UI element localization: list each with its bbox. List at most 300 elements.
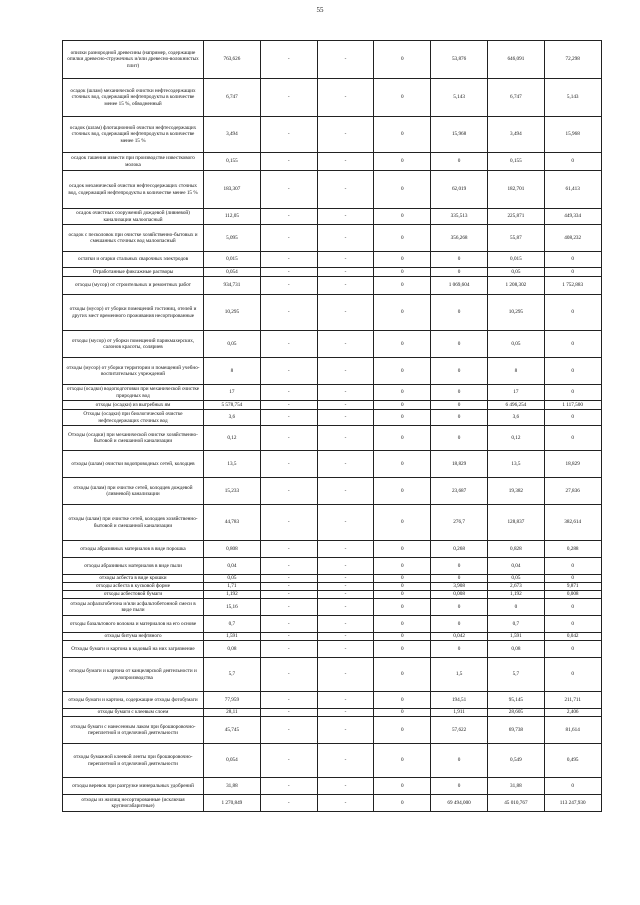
value-cell-col-3: -: [317, 709, 374, 717]
value-cell-col-4: 0: [374, 709, 431, 717]
value-cell-col-1: 13,5: [204, 451, 261, 478]
value-cell-col-4: 0: [374, 41, 431, 79]
value-cell-col-6: 1,192: [487, 591, 544, 599]
value-cell-col-1: 5,7: [204, 658, 261, 692]
value-cell-col-5: 0: [431, 616, 488, 633]
value-cell-col-3: -: [317, 795, 374, 812]
page-number: 55: [316, 6, 324, 14]
value-cell-col-6: 28,605: [487, 709, 544, 717]
table-row: [63, 331, 602, 358]
table-row: [63, 717, 602, 744]
table-row: [63, 558, 602, 575]
value-cell-col-5: 0: [431, 268, 488, 277]
table-row: [63, 744, 602, 778]
value-cell-col-4: 0: [374, 117, 431, 153]
value-cell-col-2: -: [260, 744, 317, 778]
value-cell-col-1: 3,494: [204, 117, 261, 153]
table-row: [63, 209, 602, 225]
value-cell-col-7: 408,232: [544, 225, 601, 252]
value-cell-col-7: 0: [544, 331, 601, 358]
value-cell-col-6: 0,05: [487, 268, 544, 277]
waste-name-cell: отходы (мусор) от уборки помещений гостиниц, отелей и других мест временного проживания несортированные: [63, 295, 204, 331]
value-cell-col-6: 1 208,302: [487, 277, 544, 295]
value-cell-col-5: 0: [431, 641, 488, 658]
table-row: [63, 599, 602, 616]
value-cell-col-5: 69 494,000: [431, 795, 488, 812]
value-cell-col-6: 0,05: [487, 575, 544, 583]
value-cell-col-6: 0,549: [487, 744, 544, 778]
value-cell-col-5: 1,911: [431, 709, 488, 717]
value-cell-col-3: -: [317, 541, 374, 558]
value-cell-col-7: 1 117,500: [544, 401, 601, 410]
value-cell-col-6: 10,295: [487, 295, 544, 331]
value-cell-col-7: 211,711: [544, 692, 601, 709]
value-cell-col-1: 0,08: [204, 641, 261, 658]
value-cell-col-1: 1,71: [204, 583, 261, 591]
value-cell-col-1: 0,054: [204, 744, 261, 778]
value-cell-col-3: -: [317, 295, 374, 331]
value-cell-col-4: 0: [374, 478, 431, 505]
value-cell-col-2: -: [260, 117, 317, 153]
table-row: [63, 385, 602, 401]
value-cell-col-2: -: [260, 79, 317, 117]
value-cell-col-7: 0: [544, 252, 601, 268]
value-cell-col-1: 10,295: [204, 295, 261, 331]
value-cell-col-6: 3,6: [487, 410, 544, 426]
value-cell-col-7: 0,288: [544, 541, 601, 558]
value-cell-col-6: 0,05: [487, 331, 544, 358]
value-cell-col-1: 112,05: [204, 209, 261, 225]
value-cell-col-5: 335,513: [431, 209, 488, 225]
value-cell-col-5: 194,51: [431, 692, 488, 709]
value-cell-col-3: -: [317, 410, 374, 426]
value-cell-col-1: 1 270,849: [204, 795, 261, 812]
value-cell-col-7: 0: [544, 558, 601, 575]
value-cell-col-3: -: [317, 41, 374, 79]
value-cell-col-5: 0: [431, 401, 488, 410]
value-cell-col-7: 0: [544, 153, 601, 171]
value-cell-col-1: 44,783: [204, 505, 261, 541]
table-row: [63, 295, 602, 331]
table-row: [63, 591, 602, 599]
waste-name-cell: отходы веревок при разгрузке минеральных удобрений: [63, 778, 204, 795]
value-cell-col-7: 0,495: [544, 744, 601, 778]
value-cell-col-2: -: [260, 633, 317, 641]
value-cell-col-2: -: [260, 277, 317, 295]
value-cell-col-3: -: [317, 385, 374, 401]
waste-name-cell: отходы абразивных материалов в виде пыли: [63, 558, 204, 575]
value-cell-col-3: -: [317, 478, 374, 505]
value-cell-col-4: 0: [374, 591, 431, 599]
value-cell-col-3: -: [317, 505, 374, 541]
table-row: [63, 692, 602, 709]
waste-name-cell: отходы (шлам) при очистке сетей, колодцев дождевой (ливневой) канализации: [63, 478, 204, 505]
value-cell-col-4: 0: [374, 641, 431, 658]
value-cell-col-6: 225,871: [487, 209, 544, 225]
value-cell-col-5: 0: [431, 426, 488, 451]
table-row: [63, 709, 602, 717]
value-cell-col-2: -: [260, 795, 317, 812]
value-cell-col-5: 23,687: [431, 478, 488, 505]
waste-name-cell: осадок (шлам) флотационной очистки нефтесодержащих сточных вод, содержащий нефтепродукты в количестве менее 15 %: [63, 117, 204, 153]
value-cell-col-4: 0: [374, 385, 431, 401]
waste-name-cell: осадок (шлам) механической очистки нефтесодержащих сточных вод, содержащий нефтепродукты в количестве менее 15 %, обводненный: [63, 79, 204, 117]
waste-name-cell: отходы бумаги и картона, содержащие отходы фотобумаги: [63, 692, 204, 709]
value-cell-col-5: 0,008: [431, 591, 488, 599]
value-cell-col-5: 5,143: [431, 79, 488, 117]
value-cell-col-6: 95,145: [487, 692, 544, 709]
value-cell-col-7: 0: [544, 410, 601, 426]
value-cell-col-5: 0: [431, 410, 488, 426]
value-cell-col-5: 0: [431, 575, 488, 583]
value-cell-col-2: -: [260, 709, 317, 717]
value-cell-col-7: 81,614: [544, 717, 601, 744]
waste-name-cell: осадок гашения извести при производстве известкового молока: [63, 153, 204, 171]
value-cell-col-5: 18,829: [431, 451, 488, 478]
waste-name-cell: отходы (осадки) из выгребных ям: [63, 401, 204, 410]
value-cell-col-3: -: [317, 268, 374, 277]
value-cell-col-1: 0,05: [204, 331, 261, 358]
table-row: [63, 575, 602, 583]
waste-name-cell: Отходы бумаги и картона в кодовый на них загрязнение: [63, 641, 204, 658]
value-cell-col-2: -: [260, 591, 317, 599]
value-cell-col-2: -: [260, 385, 317, 401]
value-cell-col-4: 0: [374, 541, 431, 558]
value-cell-col-7: 0: [544, 268, 601, 277]
table-row: [63, 277, 602, 295]
value-cell-col-7: 0: [544, 778, 601, 795]
value-cell-col-6: 182,701: [487, 171, 544, 209]
value-cell-col-4: 0: [374, 717, 431, 744]
table-row: [63, 358, 602, 385]
value-cell-col-2: -: [260, 558, 317, 575]
value-cell-col-2: -: [260, 331, 317, 358]
value-cell-col-1: 3,6: [204, 410, 261, 426]
waste-name-cell: отходы (шлам) при очистке сетей, колодцев хозяйственно-бытовой и смешанной канализации: [63, 505, 204, 541]
table-row: [63, 426, 602, 451]
value-cell-col-4: 0: [374, 575, 431, 583]
value-cell-col-4: 0: [374, 225, 431, 252]
value-cell-col-7: 449,334: [544, 209, 601, 225]
value-cell-col-7: 5,143: [544, 79, 601, 117]
value-cell-col-2: -: [260, 268, 317, 277]
value-cell-col-2: -: [260, 252, 317, 268]
value-cell-col-7: 72,298: [544, 41, 601, 79]
value-cell-col-3: -: [317, 117, 374, 153]
value-cell-col-2: -: [260, 478, 317, 505]
waste-name-cell: Отработанные фиксажные растворы: [63, 268, 204, 277]
value-cell-col-7: 113 247,930: [544, 795, 601, 812]
value-cell-col-3: -: [317, 717, 374, 744]
waste-name-cell: отходы асбеста в кусковой форме: [63, 583, 204, 591]
value-cell-col-1: 0,015: [204, 252, 261, 268]
value-cell-col-4: 0: [374, 426, 431, 451]
waste-name-cell: отходы базальтового волокна и материалов на его основе: [63, 616, 204, 633]
value-cell-col-4: 0: [374, 268, 431, 277]
value-cell-col-5: 356,268: [431, 225, 488, 252]
value-cell-col-7: 1 752,883: [544, 277, 601, 295]
table-row: [63, 225, 602, 252]
value-cell-col-3: -: [317, 358, 374, 385]
value-cell-col-1: 934,731: [204, 277, 261, 295]
value-cell-col-4: 0: [374, 358, 431, 385]
waste-name-cell: отходы асбестовой бумаги: [63, 591, 204, 599]
value-cell-col-2: -: [260, 401, 317, 410]
value-cell-col-4: 0: [374, 153, 431, 171]
value-cell-col-1: 0,04: [204, 558, 261, 575]
table-row: [63, 795, 602, 812]
value-cell-col-2: -: [260, 658, 317, 692]
value-cell-col-2: -: [260, 41, 317, 79]
value-cell-col-6: 0,12: [487, 426, 544, 451]
value-cell-col-5: 276,7: [431, 505, 488, 541]
value-cell-col-3: -: [317, 778, 374, 795]
value-cell-col-7: 0,042: [544, 633, 601, 641]
value-cell-col-2: -: [260, 599, 317, 616]
value-cell-col-4: 0: [374, 692, 431, 709]
waste-name-cell: Отходы (осадки) при биологической очистке нефтесодержащих сточных вод: [63, 410, 204, 426]
value-cell-col-7: 0: [544, 599, 601, 616]
value-cell-col-7: 15,968: [544, 117, 601, 153]
waste-table-body: [63, 41, 602, 812]
table-row: [63, 641, 602, 658]
value-cell-col-6: 55,87: [487, 225, 544, 252]
table-row: [63, 79, 602, 117]
value-cell-col-6: 1,591: [487, 633, 544, 641]
table-row: [63, 268, 602, 277]
value-cell-col-5: 0,268: [431, 541, 488, 558]
value-cell-col-1: 183,307: [204, 171, 261, 209]
table-row: [63, 117, 602, 153]
value-cell-col-6: 8: [487, 358, 544, 385]
value-cell-col-5: 0: [431, 558, 488, 575]
value-cell-col-2: -: [260, 505, 317, 541]
value-cell-col-1: 5,095: [204, 225, 261, 252]
value-cell-col-4: 0: [374, 744, 431, 778]
value-cell-col-7: 0: [544, 616, 601, 633]
table-row: [63, 410, 602, 426]
value-cell-col-6: 0,155: [487, 153, 544, 171]
value-cell-col-3: -: [317, 79, 374, 117]
value-cell-col-5: 0: [431, 153, 488, 171]
value-cell-col-1: 0,054: [204, 268, 261, 277]
value-cell-col-2: -: [260, 583, 317, 591]
value-cell-col-2: -: [260, 358, 317, 385]
value-cell-col-3: -: [317, 641, 374, 658]
table-row: [63, 252, 602, 268]
value-cell-col-1: 0,05: [204, 575, 261, 583]
value-cell-col-6: 646,091: [487, 41, 544, 79]
value-cell-col-5: 0: [431, 331, 488, 358]
table-row: [63, 401, 602, 410]
value-cell-col-5: 0: [431, 744, 488, 778]
waste-table: [62, 40, 602, 812]
value-cell-col-2: -: [260, 541, 317, 558]
value-cell-col-3: -: [317, 599, 374, 616]
value-cell-col-6: 6 496,254: [487, 401, 544, 410]
value-cell-col-6: 45 010,767: [487, 795, 544, 812]
value-cell-col-2: -: [260, 295, 317, 331]
value-cell-col-5: 0: [431, 358, 488, 385]
value-cell-col-6: 0,828: [487, 541, 544, 558]
value-cell-col-1: 1,192: [204, 591, 261, 599]
value-cell-col-6: 3,494: [487, 117, 544, 153]
table-row: [63, 171, 602, 209]
table-row: [63, 583, 602, 591]
value-cell-col-3: -: [317, 558, 374, 575]
value-cell-col-3: -: [317, 401, 374, 410]
value-cell-col-5: 0: [431, 599, 488, 616]
waste-name-cell: отходы бумаги с клеевым слоем: [63, 709, 204, 717]
value-cell-col-3: -: [317, 277, 374, 295]
value-cell-col-3: -: [317, 153, 374, 171]
value-cell-col-7: 27,836: [544, 478, 601, 505]
value-cell-col-3: -: [317, 583, 374, 591]
value-cell-col-3: -: [317, 426, 374, 451]
value-cell-col-4: 0: [374, 558, 431, 575]
waste-name-cell: осадок механической очистки нефтесодержащих сточных вод, содержащий нефтепродукты в количестве менее 15 %: [63, 171, 204, 209]
value-cell-col-4: 0: [374, 633, 431, 641]
value-cell-col-5: 3,908: [431, 583, 488, 591]
value-cell-col-4: 0: [374, 451, 431, 478]
value-cell-col-6: 17: [487, 385, 544, 401]
value-cell-col-7: 0,008: [544, 591, 601, 599]
value-cell-col-1: 0,7: [204, 616, 261, 633]
value-cell-col-6: 0: [487, 599, 544, 616]
value-cell-col-6: 31,88: [487, 778, 544, 795]
value-cell-col-7: 61,413: [544, 171, 601, 209]
value-cell-col-5: 15,968: [431, 117, 488, 153]
value-cell-col-6: 0,7: [487, 616, 544, 633]
value-cell-col-4: 0: [374, 171, 431, 209]
value-cell-col-4: 0: [374, 277, 431, 295]
waste-name-cell: отходы бумажной клеевой ленты при брошюровочно-переплетной и отделочной деятельности: [63, 744, 204, 778]
value-cell-col-1: 763,626: [204, 41, 261, 79]
value-cell-col-2: -: [260, 641, 317, 658]
value-cell-col-3: -: [317, 451, 374, 478]
waste-name-cell: отходы из жилищ несортированные (исключая крупногабаритные): [63, 795, 204, 812]
value-cell-col-3: -: [317, 744, 374, 778]
waste-name-cell: Отходы (осадки) при механической очистке хозяйственно-бытовой и смешанной канализации: [63, 426, 204, 451]
value-cell-col-6: 13,5: [487, 451, 544, 478]
value-cell-col-4: 0: [374, 616, 431, 633]
waste-name-cell: опилки разнородной древесины (например, содержащие опилки древесно-стружечных и/или древесно-волокнистых плит): [63, 41, 204, 79]
value-cell-col-2: -: [260, 426, 317, 451]
value-cell-col-3: -: [317, 252, 374, 268]
table-row: [63, 616, 602, 633]
value-cell-col-6: 0,04: [487, 558, 544, 575]
value-cell-col-3: -: [317, 209, 374, 225]
table-row: [63, 633, 602, 641]
waste-name-cell: отходы (осадки) водоподготовки при механической очистке природных вод: [63, 385, 204, 401]
value-cell-col-7: 9,871: [544, 583, 601, 591]
value-cell-col-6: 6,747: [487, 79, 544, 117]
waste-name-cell: отходы (мусор) от строительных и ремонтных работ: [63, 277, 204, 295]
value-cell-col-2: -: [260, 692, 317, 709]
value-cell-col-3: -: [317, 658, 374, 692]
value-cell-col-5: 1 069,604: [431, 277, 488, 295]
waste-name-cell: отходы бумаги с нанесенным лаком при брошюровочно-переплетной и отделочной деятельности: [63, 717, 204, 744]
waste-name-cell: осадок очистных сооружений дождевой (ливневой) канализации малоопасный: [63, 209, 204, 225]
value-cell-col-1: 77,959: [204, 692, 261, 709]
value-cell-col-3: -: [317, 225, 374, 252]
value-cell-col-1: 5 578,754: [204, 401, 261, 410]
value-cell-col-2: -: [260, 153, 317, 171]
value-cell-col-1: 31,88: [204, 778, 261, 795]
value-cell-col-5: 62,019: [431, 171, 488, 209]
value-cell-col-6: 2,673: [487, 583, 544, 591]
value-cell-col-1: 15,16: [204, 599, 261, 616]
table-row: [63, 41, 602, 79]
value-cell-col-6: 69,738: [487, 717, 544, 744]
value-cell-col-7: 2,406: [544, 709, 601, 717]
value-cell-col-1: 15,233: [204, 478, 261, 505]
value-cell-col-3: -: [317, 591, 374, 599]
table-row: [63, 451, 602, 478]
value-cell-col-4: 0: [374, 79, 431, 117]
value-cell-col-7: 0: [544, 641, 601, 658]
table-row: [63, 778, 602, 795]
value-cell-col-6: 19,382: [487, 478, 544, 505]
value-cell-col-6: 0,08: [487, 641, 544, 658]
value-cell-col-7: 0: [544, 658, 601, 692]
value-cell-col-1: 1,591: [204, 633, 261, 641]
value-cell-col-4: 0: [374, 658, 431, 692]
value-cell-col-5: 0,042: [431, 633, 488, 641]
value-cell-col-4: 0: [374, 252, 431, 268]
value-cell-col-7: 382,614: [544, 505, 601, 541]
value-cell-col-7: 0: [544, 295, 601, 331]
value-cell-col-2: -: [260, 209, 317, 225]
value-cell-col-4: 0: [374, 209, 431, 225]
value-cell-col-2: -: [260, 616, 317, 633]
table-row: [63, 541, 602, 558]
waste-name-cell: отходы абразивных материалов в виде порошка: [63, 541, 204, 558]
waste-name-cell: осадок с песколовок при очистке хозяйственно-бытовых и смешанных сточных вод малоопасный: [63, 225, 204, 252]
value-cell-col-3: -: [317, 171, 374, 209]
waste-name-cell: отходы (мусор) от уборки территории и помещений учебно-воспитательных учреждений: [63, 358, 204, 385]
value-cell-col-3: -: [317, 633, 374, 641]
table-row: [63, 505, 602, 541]
value-cell-col-2: -: [260, 717, 317, 744]
value-cell-col-1: 6,747: [204, 79, 261, 117]
value-cell-col-7: 18,829: [544, 451, 601, 478]
value-cell-col-7: 0: [544, 575, 601, 583]
value-cell-col-4: 0: [374, 778, 431, 795]
value-cell-col-1: 0,12: [204, 426, 261, 451]
value-cell-col-4: 0: [374, 295, 431, 331]
waste-name-cell: отходы битума нефтяного: [63, 633, 204, 641]
value-cell-col-5: 1,5: [431, 658, 488, 692]
table-row: [63, 478, 602, 505]
waste-name-cell: отходы (мусор) от уборки помещений парикмахерских, салонов красоты, соляриев: [63, 331, 204, 358]
value-cell-col-3: -: [317, 616, 374, 633]
value-cell-col-5: 53,876: [431, 41, 488, 79]
value-cell-col-4: 0: [374, 795, 431, 812]
value-cell-col-7: 0: [544, 358, 601, 385]
value-cell-col-2: -: [260, 778, 317, 795]
value-cell-col-4: 0: [374, 583, 431, 591]
waste-name-cell: отходы (шлам) очистки водопроводных сетей, колодцев: [63, 451, 204, 478]
value-cell-col-1: 17: [204, 385, 261, 401]
value-cell-col-4: 0: [374, 331, 431, 358]
value-cell-col-5: 0: [431, 252, 488, 268]
value-cell-col-1: 45,745: [204, 717, 261, 744]
waste-name-cell: остатки и огарки стальных сварочных электродов: [63, 252, 204, 268]
value-cell-col-6: 0,015: [487, 252, 544, 268]
value-cell-col-2: -: [260, 410, 317, 426]
value-cell-col-2: -: [260, 575, 317, 583]
